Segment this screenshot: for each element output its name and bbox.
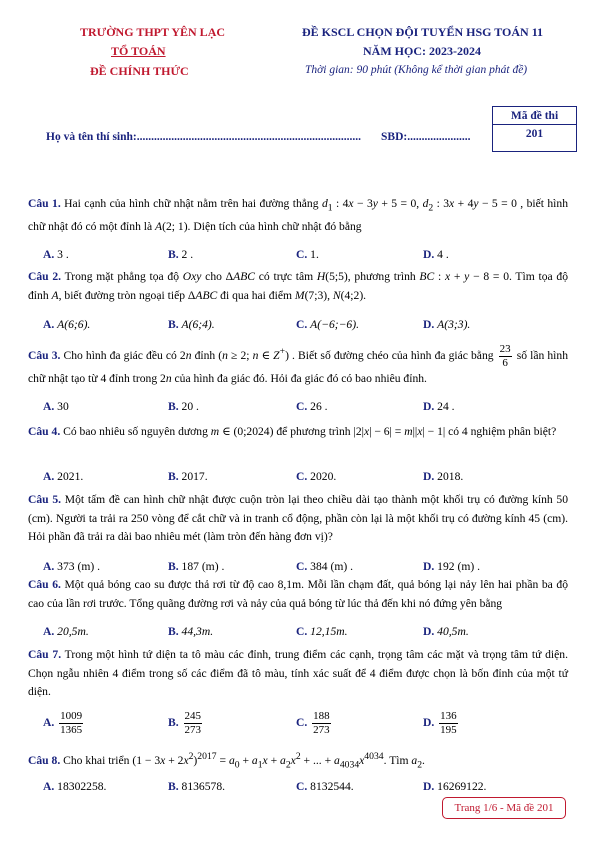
option-a: A. 20,5m. (43, 625, 89, 638)
option-d: D. 4 . (423, 248, 449, 261)
question-8 (28, 748, 568, 775)
question-text: Trong một hình tứ diện ta tô màu các đỉnh, trung điểm các cạnh, trọng tâm các mặt và trọng tâm tứ diện. Chọn ngẫu nhiên 4 điểm trong số các điểm đã tô màu, tính xác suất để 4 điểm được chọn là bốn đỉnh của một tứ diện. (28, 648, 568, 698)
exam-time: Thời gian: 90 phút (Không kể thời gian phát đề) (305, 64, 528, 76)
exam-code-box (492, 106, 577, 152)
option-b: B. 187 (m) . (168, 560, 225, 573)
option-b: B. 20 . (168, 400, 199, 413)
question-label: Câu 5. (28, 493, 62, 506)
question-5 (28, 491, 568, 547)
question-text: Có bao nhiêu số nguyên dương m ∈ (0;2024) để phương trình |2|x| − 6| = m||x| − 1| có 4 nghiệm phân biệt? (60, 425, 557, 438)
question-text: Một tấm đề can hình chữ nhật được cuộn tròn lại theo chiều dài tạo thành một khối trụ có đường kính 50 (cm). Người ta trải ra 250 vòng để cắt chữ và in tranh cổ động, phần còn lại là một khối trụ có đường kính 45 (cm). Hỏi phần đã trải ra dài bao nhiêu mét (làm tròn đến hàng đơn vị)? (28, 493, 568, 543)
option-d: D. $\frac{136}{195}$ (423, 710, 457, 736)
option-a: A. A(6;6). (43, 318, 91, 331)
question-label: Câu 3. (28, 349, 61, 363)
question-label: Câu 4. (28, 425, 61, 438)
question-label: Câu 2. (28, 270, 62, 283)
question-label: Câu 6. (28, 578, 61, 591)
question-label: Câu 7. (28, 648, 62, 661)
option-c: C. 8132544. (296, 780, 354, 793)
official-label: ĐỀ CHÍNH THỨC (90, 64, 189, 78)
option-d: D. 2018. (423, 470, 464, 483)
question-6 (28, 576, 568, 613)
option-c: C. $\frac{188}{273}$ (296, 710, 330, 736)
options-row (28, 560, 568, 576)
exam-title: ĐỀ KSCL CHỌN ĐỘI TUYỂN HSG TOÁN 11 (302, 25, 544, 39)
options-row (28, 625, 568, 641)
option-d: D. 16269122. (423, 780, 487, 793)
school-year: NĂM HỌC: 2023-2024 (363, 44, 481, 58)
question-text: Một quả bóng cao su được thả rơi từ độ cao 8,1m. Mỗi lần chạm đất, quả bóng lại nảy lên hai phần ba độ cao của lần rơi trước. Tổng quãng đường rơi và nảy của quả bóng từ lúc thả đến khi nó đứng yên bằng (28, 578, 568, 610)
option-c: C. 1. (296, 248, 319, 261)
school-name: TRƯỜNG THPT YÊN LẠC (80, 25, 226, 39)
page-footer: Trang 1/6 - Mã đề 201 (442, 797, 566, 819)
option-c: C. 384 (m) . (296, 560, 353, 573)
option-b: B. A(6;4). (168, 318, 215, 331)
option-d: D. 40,5m. (423, 625, 469, 638)
options-row (28, 780, 568, 796)
option-a: A. 373 (m) . (43, 560, 100, 573)
option-d: D. 24 . (423, 400, 455, 413)
option-b: B. 44,3m. (168, 625, 214, 638)
option-b: B. 2017. (168, 470, 208, 483)
question-4 (28, 423, 568, 442)
option-c: C. A(−6;−6). (296, 318, 359, 331)
question-label: Câu 1. (28, 197, 61, 210)
option-c: C. 26 . (296, 400, 328, 413)
option-c: C. 12,15m. (296, 625, 348, 638)
option-b: B. $\frac{245}{273}$ (168, 710, 202, 736)
options-row (28, 400, 568, 416)
question-7 (28, 646, 568, 702)
options-row (28, 318, 568, 334)
options-row (28, 248, 568, 264)
exam-code-label: Mã đề thi (510, 110, 559, 122)
option-b: B. 8136578. (168, 780, 226, 793)
option-a: A. $\frac{1009}{1365}$ (43, 710, 83, 736)
department-name: TỔ TOÁN (111, 44, 166, 58)
question-text: Cho khai triển $(1 - 3x + 2x^2)^{2017} = a_0 + a_1x + a_2x^2$ + ... + $a_{4034}x^{4034}$. Tìm $a_2$. (60, 751, 425, 771)
option-c: C. 2020. (296, 470, 337, 483)
options-row (28, 710, 568, 736)
question-3 (28, 343, 568, 389)
option-d: D. 192 (m) . (423, 560, 480, 573)
question-text: Trong mặt phẳng tọa độ Oxy cho ΔABC có trực tâm H(5;5), phương trình BC : x + y − 8 = 0. Tìm tọa độ đỉnh A, biết đường tròn ngoại tiếp ΔABC đi qua hai điểm M(7;3), N(4;2). (28, 270, 568, 302)
candidate-name-field: Họ và tên thí sinh:.............................................................................. (46, 131, 361, 143)
option-a: A. 2021. (43, 470, 84, 483)
question-label: Câu 8. (28, 753, 61, 767)
option-a: A. 18302258. (43, 780, 107, 793)
option-d: D. A(3;3). (423, 318, 471, 331)
candidate-sbd-field: SBD:...................... (381, 131, 471, 143)
question-text: Cho hình đa giác đều có 2n đỉnh (n ≥ 2; n ∈ Z+) . Biết số đường chéo của hình đa giác bằng $\frac{23}{6}$ số lần hình chữ nhật tạo từ 4 đỉnh trong 2n của hình đa giác đó. Hỏi đa giác đó có bao nhiêu đỉnh. (28, 343, 568, 385)
question-2 (28, 268, 568, 305)
question-text: Hai cạnh của hình chữ nhật nằm trên hai đường thẳng $d_1$ : 4x − 3y + 5 = 0, $d_2$ : 3x + 4y − 5 = 0 , biết hình chữ nhật đó có một đỉnh là A(2; 1). Diện tích của hình chữ nhật đó bằng (28, 197, 568, 233)
option-a: A. 30 (43, 400, 69, 413)
exam-code: 201 (525, 128, 544, 140)
option-a: A. 3 . (43, 248, 69, 261)
options-row (28, 470, 568, 486)
option-b: B. 2 . (168, 248, 194, 261)
question-1 (28, 195, 568, 236)
